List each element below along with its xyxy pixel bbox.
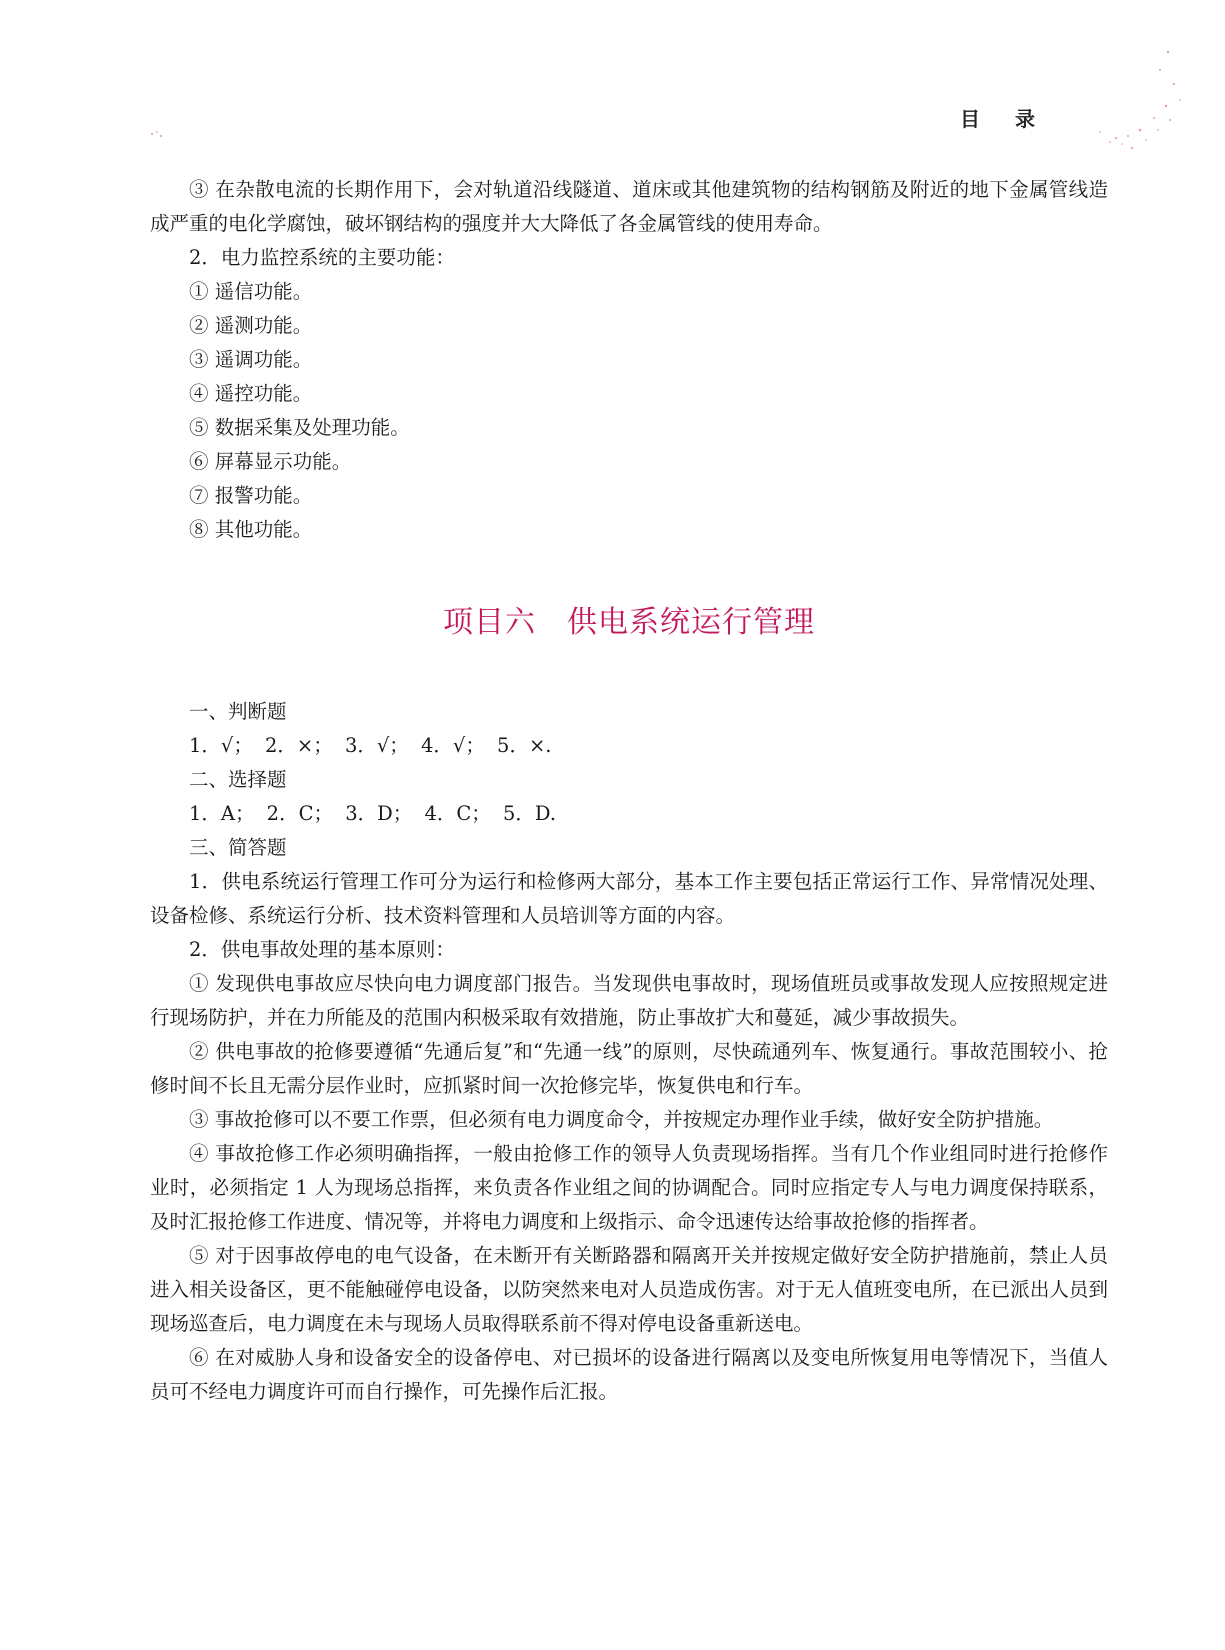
running-header-title: 目 录 (960, 107, 1049, 131)
paragraph: ② 供电事故的抢修要遵循“先通后复”和“先通一线”的原则，尽快疏通列车、恢复通行。事故范围较小、抢修时间不长且无需分层作业时，应抓紧时间一次抢修完毕，恢复供电和行车。 (150, 1040, 1108, 1097)
paragraph: ⑤ 对于因事故停电的电气设备，在未断开有关断路器和隔离开关并按规定做好安全防护措施前，禁止人员进入相关设备区，更不能触碰停电设备，以防突然来电对人员造成伤害。对于无人值班变电所，在已派出人员到现场巡查后，电力调度在未与现场人员取得联系前不得对停电设备重新送电。 (150, 1244, 1108, 1335)
paragraph: ③ 事故抢修可以不要工作票，但必须有电力调度命令，并按规定办理作业手续，做好安全防护措施。 (189, 1108, 1054, 1131)
list-item: ⑤ 数据采集及处理功能。 (189, 416, 410, 439)
paragraph: 2．电力监控系统的主要功能： (189, 246, 455, 269)
list-item: ⑧ 其他功能。 (189, 518, 313, 541)
choice-answers: 1．A； 2．C； 3．D； 4．C； 5．D. (189, 802, 557, 825)
subheading-choice: 二、选择题 (189, 768, 287, 791)
subheading-judgment: 一、判断题 (189, 700, 287, 723)
decorative-dots-left (148, 128, 168, 142)
decorative-dots (1070, 40, 1190, 170)
paragraph: 2．供电事故处理的基本原则： (189, 938, 455, 961)
list-item: ⑥ 屏幕显示功能。 (189, 450, 352, 473)
page-content (150, 173, 1108, 1409)
list-item: ④ 遥控功能。 (189, 382, 313, 405)
paragraph: ⑥ 在对威胁人身和设备安全的设备停电、对已损坏的设备进行隔离以及变电所恢复用电等情况下，当值人员可不经电力调度许可而自行操作，可先操作后汇报。 (150, 1346, 1108, 1403)
section-title: 项目六 供电系统运行管理 (443, 605, 815, 640)
list-item: ① 遥信功能。 (189, 280, 313, 303)
list-item: ⑦ 报警功能。 (189, 484, 313, 507)
subheading-short-answer: 三、简答题 (189, 836, 287, 859)
paragraph: ③ 在杂散电流的长期作用下，会对轨道沿线隧道、道床或其他建筑物的结构钢筋及附近的地下金属管线造成严重的电化学腐蚀，破坏钢结构的强度并大大降低了各金属管线的使用寿命。 (150, 178, 1108, 235)
list-item: ② 遥测功能。 (189, 314, 313, 337)
judgment-answers: 1．√； 2．×； 3．√； 4．√； 5．×. (189, 734, 552, 757)
paragraph: ④ 事故抢修工作必须明确指挥，一般由抢修工作的领导人负责现场指挥。当有几个作业组同时进行抢修作业时，必须指定 1 人为现场总指挥，来负责各作业组之间的协调配合。同时应指定专人与电力调度保持联系，及时汇报抢修工作进度、情况等，并将电力调度和上级指示、命令迅速传达给事故抢修的指挥者。 (150, 1142, 1108, 1233)
paragraph: 1．供电系统运行管理工作可分为运行和检修两大部分，基本工作主要包括正常运行工作、异常情况处理、设备检修、系统运行分析、技术资料管理和人员培训等方面的内容。 (150, 870, 1108, 927)
paragraph: ① 发现供电事故应尽快向电力调度部门报告。当发现供电事故时，现场值班员或事故发现人应按照规定进行现场防护，并在力所能及的范围内积极采取有效措施，防止事故扩大和蔓延，减少事故损失。 (150, 972, 1108, 1029)
list-item: ③ 遥调功能。 (189, 348, 313, 371)
